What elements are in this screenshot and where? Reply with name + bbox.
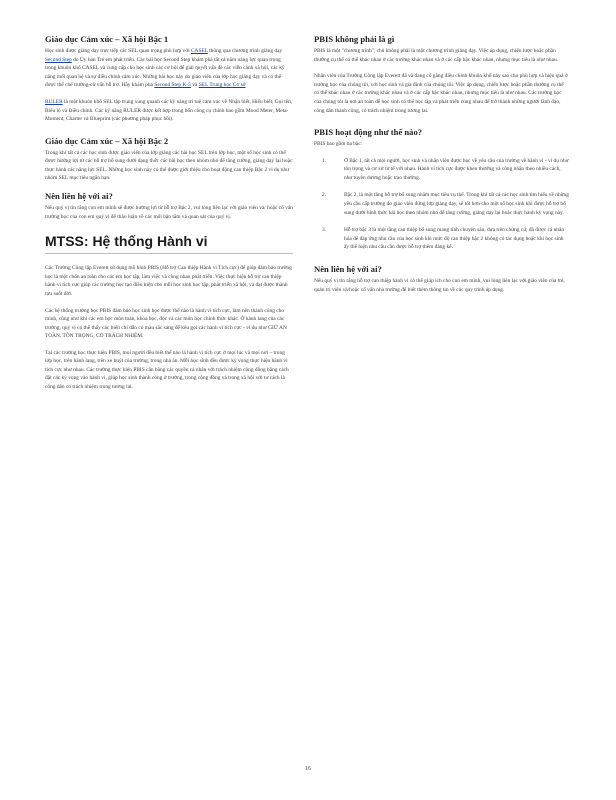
contact-paragraph-right: Nếu quý vị tin rằng hỗ trợ can thiệp hành vi có thể giúp ích cho con em mình, vui lòng liên lạc với giáo viên của trẻ, quản trị viên và/hoặc cố vấn nhà trường để biết thêm thông tin về các quy trình áp dụng. (314, 277, 565, 293)
ruler-link[interactable]: RULER (45, 98, 63, 105)
list-item-number: 1. (322, 157, 327, 164)
tier1-text-c: do Ủy ban Trẻ em phát triển. Các bài học Second Step khám phá tất cả năm năng lực quan trọng trong khuôn khổ CASEL và cung cấp cho học sinh các cơ hội để giải quyết vấn đề các viễn cảnh xã hội, các kỹ năng mối quan hệ và sự điều chỉnh cảm xúc. Những bài học này do giáo viên của lớp học giảng dạy và có thể được thể chế trường-cỡ vấn hỗ trợ. Hãy khám phá (45, 56, 285, 89)
ruler-paragraph (45, 98, 293, 124)
pbis-how-heading: PBIS hoạt động như thế nào? (314, 127, 423, 138)
contact-heading-left: Nên liên hệ với ai? (45, 191, 113, 201)
pbis-systems-paragraph: Các hệ thống trường học PBIS đảm bảo học sinh học được thể nào là hành vi tích cực, làm nên thành công cho mình, cũng như khi các em học môn toán, khoa học, đọc và các môn học chính thức khác. Ở hành lang của các trường, quý vị có thể thấy các biển chỉ dẫn có màu sắc sáng để kêu gọi các hành vi tích cực - ví dụ như GIỮ AN TOÀN, TÔN TRỌNG, CÓ TRÁCH NHIỆM. (45, 307, 287, 340)
pbis-schools-paragraph: Tại các trường học thực hiện PBIS, mọi người đều biết thế nào là hành vi tích cực ở mọi lúc và mọi nơi – trong lớp học, trên hành lang, trên xe buýt của trường, trong nhà ăn. Mỗi học sinh đều được kỳ vọng thực hiện hành vi tích cực như nhau. Các trường thực hiện PBIS cân bằng các quyền cá nhân với trách nhiệm cộng đồng bằng cách đặt các kỳ vọng vào hành vi, giúp học sinh thành công ở trường, trong cộng đồng và trong xã hội với tư cách là công dân có trách nhiệm trong tương lai. (45, 349, 289, 390)
list-item-number: 3. (322, 227, 327, 234)
list-item (314, 226, 569, 252)
left-column (45, 34, 293, 399)
list-item-text: Bậc 2, là một tầng hỗ trợ bổ sung nhắm mục tiêu cụ thể. Trong khi tất cả các học sinh tìm hiểu về những yêu cầu cấp trường do giáo viên đứng lớp giảng dạy, sẽ tốt hơn cho một số học sinh khi được hỗ trợ bổ sung dưới hình thức bài học theo nhóm nhỏ để tăng cường, giảng dạy lại hoặc thực hành kỳ vọng này. (344, 192, 569, 216)
pbis-is-not-paragraph-1: PBIS là một "chương trình", chủ không phải là một chương trình giảng dạy. Việc áp dụng, chiến lược hoặc phần thưởng cụ thể có thể khác nhau ở các trường khác nhau và ở các cấp bậc khác nhau, nhưng mục tiêu là như nhau. (314, 48, 559, 63)
pbis-intro-paragraph: Các Trường Công lập Everett sử dụng mô hình PBIS (Hỗ trợ Can thiệp Hành vi Tích cực) để giúp đảm bảo trường học là một chốn an toàn cho các em học tập, làm việc và cùng nhau phát triển. Việc thực hiện hỗ trợ can thiệp hành vi tích cực giúp các trường học tạo điều kiện cho mỗi học sinh học tập, phát triển xã hội, và đạt được thành tựu suốt đời. (45, 265, 292, 297)
pbis-tiers-intro: PBIS bao gồm ba bậc: (314, 141, 363, 148)
tier1-text-a: Học sinh được giảng dạy trực tiếp các SEL quan trọng phù hợp với (45, 48, 190, 55)
pbis-is-not-paragraph-2: Nhân viên của Trường Công lập Everett đã và đang cố gắng điều chỉnh khuôn khổ này sao cho phù hợp và hiệu quả ở trường học của chúng tôi, với học sinh và gia đình của chúng tôi. Việc áp dụng, chiến lược hoặc phần thưởng cụ thể có thể khác nhau ở các trường khác nhau và ở các cấp bậc khác nhau, nhưng mục tiêu là như nhau. Các trường học của chúng tôi là nơi an toàn để học sinh có thể học tập và phát triển cùng nhau để trở thành những người lãnh đạo, công dân thành công, có trách nhiệm trong tương lai. (314, 73, 568, 114)
middle-school-sel-link[interactable]: SEL Trung học Cơ sở (198, 82, 246, 89)
tier1-text-b: thông qua chương trình giảng dạy (209, 48, 283, 55)
page-number: 16 (305, 766, 311, 772)
right-column (314, 34, 569, 302)
tier2-sel-heading: Giáo dục Cảm xúc – Xã hội Bậc 2 (45, 135, 169, 146)
list-item-text: Ở Bậc 1, tất cả mọi người, học sinh và nhân viên được học về yêu cầu của trường về hành vi - ví dụ như tôn trọng và cư xử tử tế với nhau. Hành vi tích cực được khen thưởng và công nhận theo nhiều cách, như tuyên dương hoặc trao thưởng. (344, 157, 569, 181)
contact-paragraph-left: Nếu quý vị tin rằng con em mình sẽ được hưởng lợi từ hỗ trợ Bậc 2, vui lòng liên lạc với giáo viên và/ hoặc cố vấn trường học của con em quý vị để thảo luận về các mối bận tâm và quan sát của quý vị. (45, 205, 293, 220)
second-step-k5-link[interactable]: Second Step K-5 (154, 82, 191, 89)
list-item-number: 2. (322, 192, 327, 199)
contact-heading-right: Nên liên hệ với ai? (314, 263, 382, 274)
pbis-is-not-heading: PBIS không phải là gì (314, 34, 395, 44)
mtss-behavior-title: MTSS: Hệ thống Hành vi (45, 233, 293, 254)
list-item-text: Hỗ trợ bậc 3 là một tầng can thiệp bổ sung mang tính chuyên sâu, dựa trên chứng cứ, đã được cá nhân hóa để đáp ứng nhu cầu của học sinh khi mức độ can thiệp bậc 2 không có tác dụng hoặc khi học sinh ấy thể hiện nhu cầu cần được hỗ trợ thêm đáng kể. (344, 227, 565, 251)
tier1-text-d: và (192, 82, 198, 89)
tier1-sel-heading: Giáo dục Cảm xúc – Xã hội Bậc 1 (45, 34, 169, 44)
pbis-tiers-list (314, 157, 569, 252)
ruler-text: là một khuôn khổ SEL tập trung xung quanh các kỹ năng trí tuệ cảm xúc về Nhận biết, Hiểu biết, Gọi tên, Biểu lộ và Điều chỉnh. Các kỹ năng RULER được kết hợp trong bốn công cụ chính bao gồm Mood Meter, Meta-Moment, Charter và Blueprint (các phương pháp phục hồi). (45, 98, 293, 123)
list-item (314, 191, 569, 217)
casel-link[interactable]: CASEL (190, 48, 208, 55)
tier2-sel-paragraph: Trong khi tất cả các học sinh được giáo viên của lớp giảng các bài học SEL trên lớp học, một số học sinh có thể được hướng lợi từ các hỗ trợ bổ sung dưới dạng thức các bài học theo nhóm nhỏ để tăng cường, giảng dạy lại hoặc thực hành các năng lực SEL. Những học sinh này có thể được giới thiệu cho hoạt động can thiệp Bậc 2 vì dụ như nhóm SEL mục tiêu ngắn hạn. (45, 149, 293, 182)
tier1-sel-paragraph (45, 47, 293, 90)
list-item (314, 157, 569, 183)
second-step-link[interactable]: Second Step (45, 56, 72, 63)
